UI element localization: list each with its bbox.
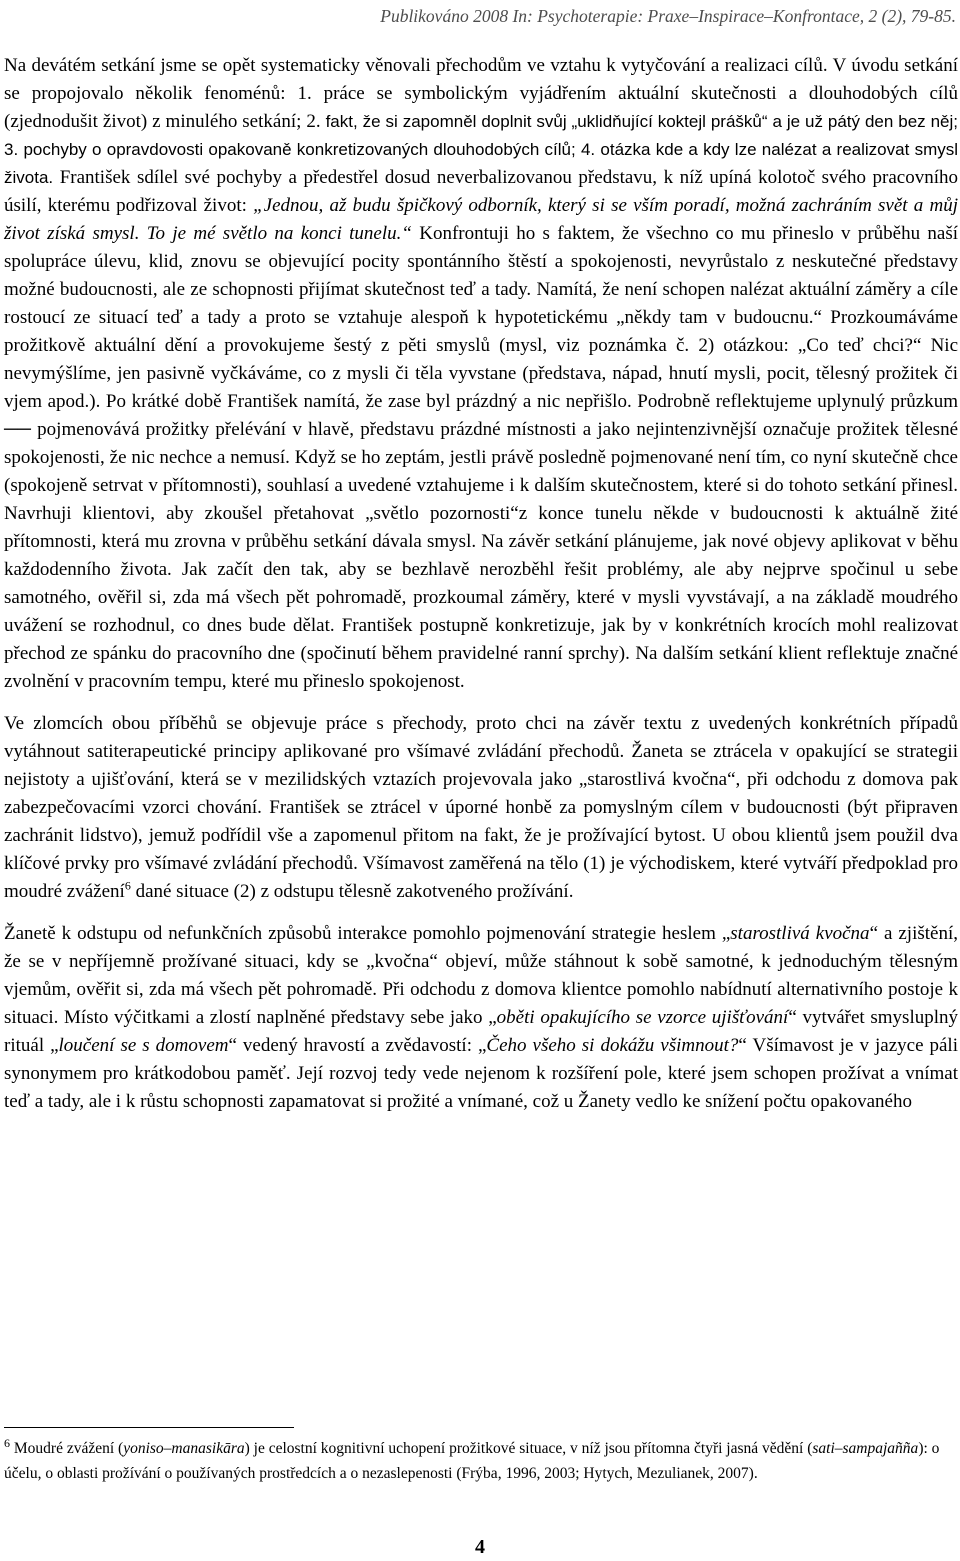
paragraph-text: otázka kde a kdy lze nalézat a realizovat smysl života.: [4, 140, 959, 187]
paragraph-text: dané situace (2) z odstupu tělesně zakotveného prožívání.: [135, 881, 574, 902]
paragraph-transitions: [4, 710, 958, 906]
article-body: [4, 52, 958, 1116]
paragraph-text: Konfrontuji ho s faktem, že všechno co mu přineslo v průběhu naší spolupráce úlevu, klid, znovu se objevující pocity spontánního štěstí a spokojenosti, nevyrůstalo z neskutečné představy možné budoucnosti, ale ze schopnosti přijímat skutečnost teď a tady. Namítá, že není schopen nalézat aktuální záměry a cíle rostoucí ze situací teď a tady a proto se vztahuje alespoň k hypotetickému „někdy tam v budoucnu.“ Prozkoumáváme prožitkově aktuální dění a provokujeme šestý z pěti smyslů (mysl, viz poznámka č. 2) otázkou: „Co teď chci?“ Nic nevymýšlíme, jen pasivně vyčkáváme, co z mysli či těla vyvstane (představa, nápad, hnutí mysli, pocit, tělesný prožitek či vjem apod.). Po krátké době František namítá, že zase byl prázdný a nic nepřišlo. Podrobně reflektujeme uplynulý průzkum ── pojmenovává prožitky přelévání v hlavě, představu prázdné místnosti a jako nejintenzivnější označuje prožitek tělesné spokojenosti, že nic nechce a nemusí. Když se ho zeptám, jestli právě posledně pojmenované není tím, co nyní skutečně chce (spokojeně setrvat v přítomnosti), souhlasí a uvedené vztahujeme i k dalším skutečnostem, které si do tohoto setkání přinesl. Navrhuji klientovi, aby zkoušel přetahovat „světlo pozornosti“z konce tunelu někde v budoucnosti k aktuálně žité přítomnosti, která mu zrovna v průběhu setkání dávala smysl. Na závěr setkání plánujeme, jak nové objevy aplikovat v běhu každodenního života. Jak začít den tak, aby se bezhlavě nerozběhl řešit problémy, ale aby nejprve spočinul u sebe samotného, ověřil si, zda má všech pět pohromadě, prozkoumal záměry, které v mysli vyvstávají, a na základě moudrého uvážení se rozhodnul, co dnes bude dělat. František postupně konkretizuje, jak by v konkrétních krocích mohl realizovat přechod ze spánku do pracovního dne (spočinutí během pravidelné ranní sprchy). Na dalším setkání klient reflektuje značné zvolnění v pracovním tempu, které mu přineslo spokojenost.: [4, 223, 958, 692]
paragraph-text: Na devátém setkání jsme se opět systematicky věnovali přechodům ve vztahu k vytyčování a realizaci cílů. V úvodu setkání se propojovalo několik fenoménů: 1. práce se symbolickým vyjádřením aktuální skutečnosti a dlouhodobých cílů (zjednodušit život) z minulého setkání; 2.: [4, 55, 958, 132]
emphasis-text: starostlivá kvočna: [730, 923, 870, 944]
footnote-divider: [4, 1427, 294, 1428]
paragraph-text: fakt, že si zapomněl doplnit svůj „uklidňující koktejl prášků“ a je už pátý den bez něj; 3.: [4, 112, 959, 159]
footnote-text: ) je celostní kognitivní uchopení prožitkové situace, v níž jsou přítomna čtyři jasná vědění (: [244, 1440, 813, 1457]
footnote-reference[interactable]: 6: [124, 878, 131, 893]
paragraph-text: pochyby o opravdovosti opakovaně konkretizovaných dlouhodobých cílů; 4.: [23, 140, 596, 159]
emphasis-text: oběti opakujícího se vzorce ujišťování: [496, 1007, 789, 1028]
paragraph-text: “ vedený hravostí a zvědavostí: „: [228, 1035, 487, 1056]
paragraph-text: Ve zlomcích obou příběhů se objevuje práce s přechody, proto chci na závěr textu z uvedených konkrétních případů vytáhnout satiterapeutické principy aplikované pro všímavé zvládání přechodů. Žaneta se ztrácela v opakující se strategii nejistoty a ujišťování, která se v mezilidských vztazích projevovala jako „starostlivá kvočna“, při odchodu z domova pak zabezpečovacími vzorci chování. František se ztrácel v úporné honbě za pomyslným cílem v budoucnosti (být připraven zachránit lidstvo), jemuž podřídil vše a zapomenul přitom na fakt, že je prožívající bytost. U obou klientů jsem použil dva klíčové prvky pro všímavé zvládání přechodů. Všímavost zaměřená na tělo (1) je východiskem, které vytváří předpoklad pro moudré zvážení: [4, 713, 958, 902]
running-header: Publikováno 2008 In: Psychoterapie: Praxe–Inspirace–Konfrontace, 2 (2), 79-85.: [380, 6, 956, 26]
paragraph-session-nine: [4, 52, 958, 696]
paragraph-text: František sdílel své pochyby a předestřel dosud neverbalizovanou představu, k níž upíná kolotoč svého pracovního úsilí, kterému podřizoval život:: [4, 167, 959, 216]
footnote-number: 6: [4, 1435, 10, 1450]
page-number: 4: [475, 1536, 485, 1558]
quoted-client-statement: „Jednou, až budu špičkový odborník, který si se vším poradí, možná zachráním svět a můj život získá smysl. To je mé světlo na konci tunelu.“: [4, 195, 958, 244]
pali-term: sati–sampajañña: [812, 1440, 919, 1457]
footnote-text: Moudré zvážení (: [13, 1440, 124, 1457]
paragraph-zaneta: [4, 920, 958, 1116]
paragraph-text: “ Všímavost je v jazyce páli synonymem pro krátkodobou paměť. Její rozvoj tedy vede nejenom k rozšíření pole, které jsem schopen prožívat a vnímat teď a tady, ale i k růstu schopnosti zapamatovat si prožité a vnímané, což u Žanety vedlo ke snížení počtu opakovaného: [4, 1035, 958, 1112]
paragraph-text: Žanetě k odstupu od nefunkčních způsobů interakce pomohlo pojmenování strategie heslem „: [4, 923, 731, 944]
pali-term: yoniso–manasikāra: [123, 1440, 245, 1457]
emphasis-text: Čeho všeho si dokážu všimnout?: [486, 1035, 739, 1056]
paragraph-text: “ a zjištění, že se v nepříjemně prožívané situaci, kdy se „kvočna“ objeví, může stáhnout k sobě samotné, k jednoduchým tělesným vjemům, ověřit si, zda má všech pět pohromadě. Při odchodu z domova klientce pomohlo nabídnutí alternativního postoje k situaci. Místo výčitkami a zlostí naplněné představy sebe jako „: [4, 923, 958, 1028]
paragraph-text: “ vytvářet smysluplný rituál „: [4, 1007, 958, 1056]
emphasis-text: loučení se s domovem: [58, 1035, 229, 1056]
footnote-6: [4, 1436, 954, 1486]
footnote-text: ): o účelu, o oblasti prožívání o používaných prostředcích a o nezaslepenosti (Frýba, 1996, 2003; Hytych, Mezulianek, 2007).: [4, 1440, 940, 1482]
